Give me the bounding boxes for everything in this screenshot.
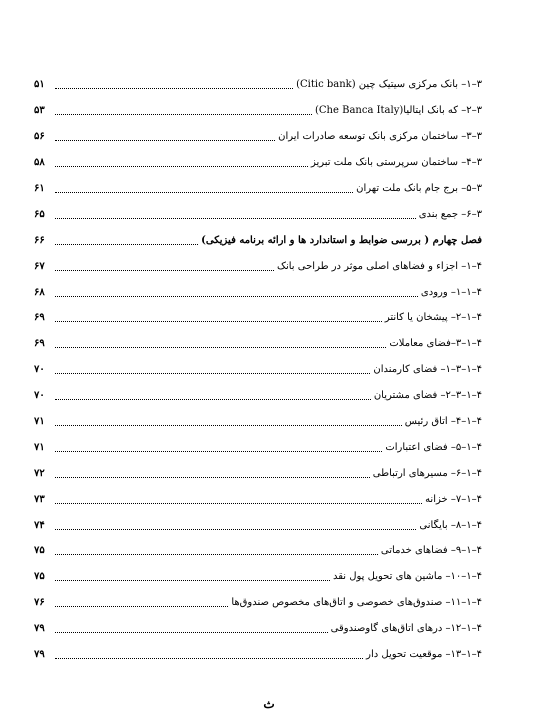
toc-entry-page-number: ۷۴ <box>34 519 45 531</box>
toc-entry-title: ۴–۱–۳–۲– فضای مشتریان <box>373 390 482 402</box>
toc-entry-page-number: ۶۷ <box>34 260 45 272</box>
toc-entry-title: ۳–۵– برج جام بانک ملت تهران <box>356 183 482 194</box>
toc-entry-title: فصل چهارم ( بررسی ضوابط و استاندارد ها و ارائه برنامه فیزیکی) <box>201 234 482 246</box>
toc-dot-leader <box>55 88 293 89</box>
toc-entry[interactable] <box>34 253 482 279</box>
toc-dot-leader <box>55 503 422 504</box>
toc-entry[interactable] <box>34 331 482 357</box>
toc-entry-title: ۴–۱–۱– ورودی <box>420 286 482 298</box>
toc-dot-leader <box>55 192 353 193</box>
toc-entry-title: ۴–۱–۱۱– صندوق‌های خصوصی و اتاق‌های مخصوص صندوق‌ها <box>231 597 482 609</box>
toc-entry-title: ۴–۱–۱۲– درهای اتاق‌های گاوصندوقی <box>330 623 482 635</box>
toc-dot-leader <box>55 218 416 219</box>
toc-entry-page-number: ۵۳ <box>34 105 45 117</box>
table-of-contents <box>34 72 482 667</box>
toc-entry-title: ۳–۱– بانک مرکزی سیتیک چین (Citic bank) <box>296 79 482 91</box>
toc-entry-page-number: ۷۹ <box>34 623 45 635</box>
toc-entry[interactable] <box>34 460 482 486</box>
toc-entry-title: ۳–۲– که بانک ایتالیا(Che Banca Italy) <box>315 105 482 117</box>
toc-entry-title: ۴–۱–۱۳– موقعیت تحویل دار <box>366 649 482 661</box>
toc-dot-leader <box>55 347 386 348</box>
toc-dot-leader <box>55 477 370 478</box>
page-number: ث <box>263 697 275 711</box>
toc-entry-page-number: ۶۶ <box>34 234 45 246</box>
toc-entry[interactable] <box>34 590 482 616</box>
toc-entry[interactable] <box>34 279 482 305</box>
toc-entry-title: ۴–۱–۲– پیشخان یا کانتر <box>384 312 482 324</box>
toc-entry[interactable] <box>34 409 482 435</box>
toc-entry[interactable] <box>34 564 482 590</box>
toc-entry-page-number: ۵۶ <box>34 131 45 143</box>
toc-dot-leader <box>55 296 418 297</box>
toc-entry-page-number: ۷۰ <box>34 364 45 376</box>
toc-dot-leader <box>55 399 371 400</box>
toc-entry-title: ۴–۱–۱۰– ماشین های تحویل پول نقد <box>332 571 482 583</box>
toc-dot-leader <box>55 658 363 659</box>
toc-entry-page-number: ۷۱ <box>34 416 45 428</box>
toc-entry[interactable] <box>34 642 482 668</box>
toc-entry-page-number: ۶۹ <box>34 338 45 350</box>
toc-dot-leader <box>55 606 228 607</box>
toc-entry-title: ۴–۱– اجزاء و فضاهای اصلی موثر در طراحی بانک <box>277 260 482 272</box>
toc-dot-leader <box>55 244 198 245</box>
toc-entry[interactable] <box>34 616 482 642</box>
toc-dot-leader <box>55 632 328 633</box>
toc-entry-title: ۴–۱–۳–فضای معاملات <box>389 338 482 350</box>
toc-dot-leader <box>55 166 308 167</box>
toc-dot-leader <box>55 114 312 115</box>
toc-dot-leader <box>55 580 330 581</box>
toc-entry-page-number: ۵۸ <box>34 157 45 169</box>
toc-entry[interactable] <box>34 150 482 176</box>
toc-entry-page-number: ۷۲ <box>34 467 45 479</box>
toc-entry[interactable] <box>34 98 482 124</box>
toc-entry-page-number: ۵۱ <box>34 79 45 91</box>
toc-entry-page-number: ۷۵ <box>34 571 45 583</box>
toc-entry-page-number: ۷۵ <box>34 545 45 557</box>
toc-entry-page-number: ۶۱ <box>34 183 45 194</box>
toc-entry-title: ۴–۱–۴– اتاق رئیس <box>404 416 482 428</box>
toc-dot-leader <box>55 321 382 322</box>
toc-entry-title: ۴–۱–۷– خزانه <box>425 493 482 505</box>
toc-entry-page-number: ۷۱ <box>34 441 45 453</box>
toc-entry-title: ۴–۱–۹– فضاهای خدماتی <box>380 545 482 557</box>
toc-entry[interactable] <box>34 201 482 227</box>
toc-entry[interactable] <box>34 227 482 253</box>
toc-entry-page-number: ۶۸ <box>34 286 45 298</box>
toc-dot-leader <box>55 140 275 141</box>
toc-dot-leader <box>55 451 382 452</box>
toc-entry-page-number: ۷۳ <box>34 493 45 505</box>
toc-dot-leader <box>55 554 378 555</box>
toc-entry[interactable] <box>34 486 482 512</box>
toc-entry-title: ۴–۱–۳–۱– فضای کارمندان <box>373 364 482 376</box>
toc-entry-title: ۴–۱–۸– بایگانی <box>419 519 482 531</box>
toc-entry-page-number: ۶۵ <box>34 208 45 220</box>
toc-dot-leader <box>55 425 402 426</box>
toc-entry-title: ۳–۶– جمع بندی <box>418 208 482 220</box>
toc-entry-page-number: ۷۹ <box>34 649 45 661</box>
toc-entry[interactable] <box>34 434 482 460</box>
toc-dot-leader <box>55 529 416 530</box>
toc-entry-page-number: ۷۰ <box>34 390 45 402</box>
toc-entry[interactable] <box>34 538 482 564</box>
toc-entry-title: ۴–۱–۶– مسیرهای ارتباطی <box>372 467 482 479</box>
toc-entry-title: ۳–۳– ساختمان مرکزی بانک توسعه صادرات ایران <box>278 131 482 143</box>
toc-dot-leader <box>55 270 274 271</box>
toc-entry[interactable] <box>34 305 482 331</box>
toc-dot-leader <box>55 373 370 374</box>
toc-entry-title: ۴–۱–۵– فضای اعتبارات <box>385 441 482 453</box>
toc-entry-page-number: ۶۹ <box>34 312 45 324</box>
toc-entry[interactable] <box>34 357 482 383</box>
toc-entry[interactable] <box>34 383 482 409</box>
toc-entry[interactable] <box>34 512 482 538</box>
toc-entry[interactable] <box>34 124 482 150</box>
toc-entry[interactable] <box>34 176 482 202</box>
toc-entry[interactable] <box>34 72 482 98</box>
toc-entry-title: ۳–۴– ساختمان سرپرستی بانک ملت تبریز <box>310 157 482 169</box>
toc-entry-page-number: ۷۶ <box>34 597 45 609</box>
